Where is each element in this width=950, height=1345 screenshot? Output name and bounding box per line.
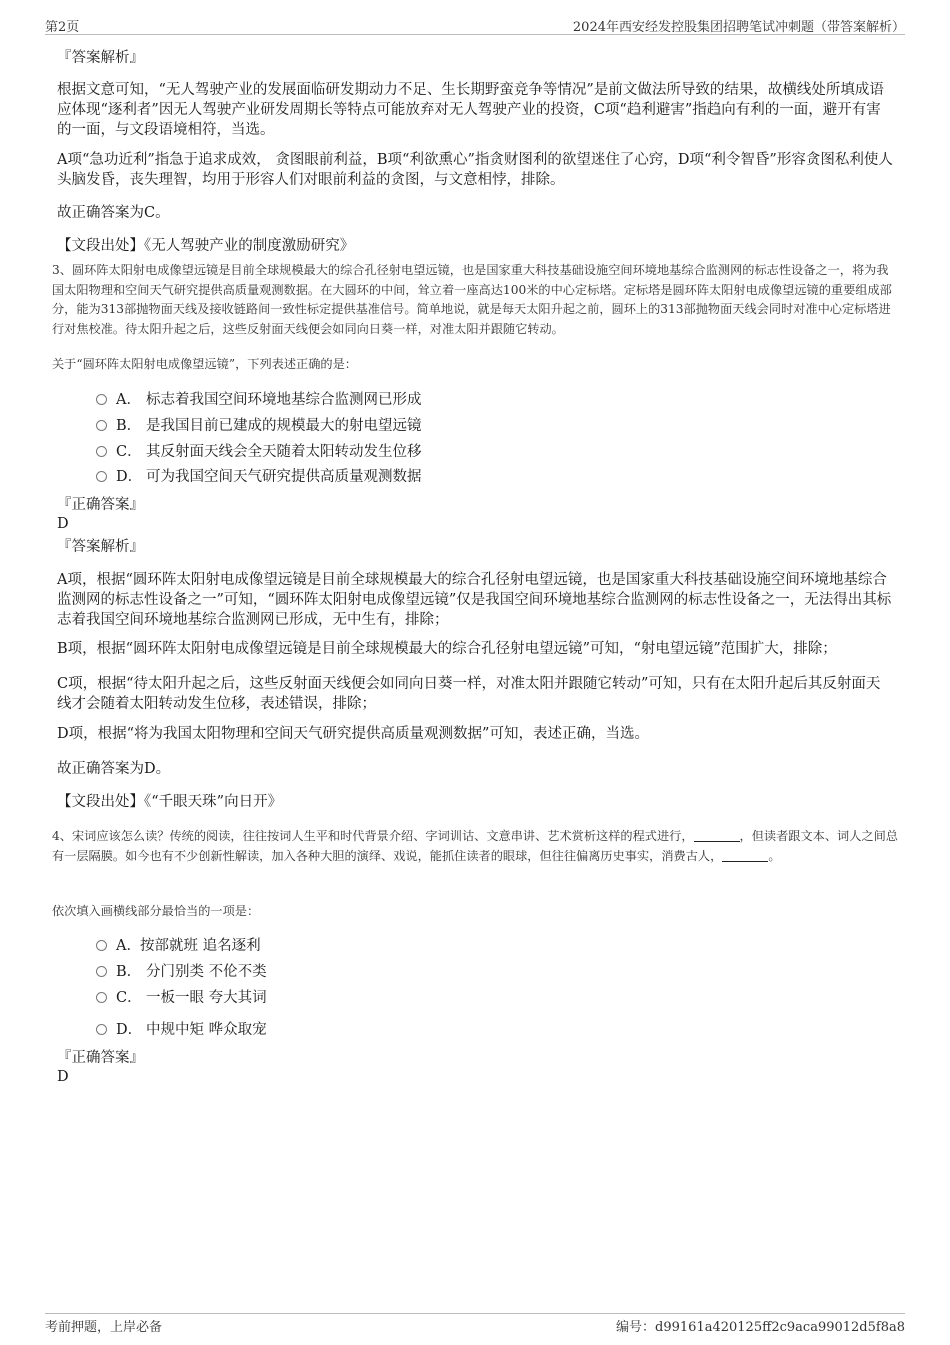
option-c[interactable]: C． 一板一眼 夸大其词 [96, 988, 267, 1008]
analysis-paragraph: A项，根据“圆环阵太阳射电成像望远镜是目前全球规模最大的综合孔径射电望远镜，也是国家重大科技基础设施空间环境地基综合监测网的标志性设备之一”可知，“圆环阵太阳射电成像望远镜”仅是我国空间环境地基综合监测网的标志性设备之一，无法得出其标志着我国空间环境地基综合监测网已形成，无中生有，排除； [57, 572, 892, 628]
correct-answer: D [57, 1069, 69, 1085]
document-title: 2024年西安经发控股集团招聘笔试冲刺题（带答案解析） [572, 20, 905, 35]
document-id: 编号：d99161a420125ff2c9aca99012d5f8a8 [616, 1320, 905, 1335]
analysis-paragraph: C项，根据“待太阳升起之后，这些反射面天线便会如同向日葵一样，对准太阳并跟随它转动”可知，只有在太阳升起后其反射面天线才会随着太阳转动发生位移，表述错误，排除； [57, 676, 881, 712]
radio-button-icon[interactable] [96, 1024, 107, 1035]
correct-answer-label: 『正确答案』 [57, 497, 144, 513]
page-header [45, 14, 905, 35]
radio-button-icon[interactable] [96, 992, 107, 1003]
option-a[interactable]: A． 标志着我国空间环境地基综合监测网已形成 [96, 390, 422, 410]
footer-slogan: 考前押题，上岸必备 [45, 1320, 163, 1335]
analysis-label: 『答案解析』 [57, 50, 144, 66]
fill-blank [694, 828, 740, 842]
correct-answer: D [57, 516, 69, 532]
question-passage: 3、圆环阵太阳射电成像望远镜是目前全球规模最大的综合孔径射电望远镜，也是国家重大科技基础设施空间环境地基综合监测网的标志性设备之一，将为我国太阳物理和空间天气研究提供高质量观测数据。在大圆环的中间，耸立着一座高达100米的中心定标塔。定标塔是圆环阵太阳射电成像望远镜的重要组成部分，能为313部抛物面天线及接收链路间一致性标定提供基准信号。简单地说，就是每天太阳升起之前，圆环上的313部抛物面天线会同时对准中心定标塔进行对焦校准。待太阳升起之后，这些反射面天线便会如同向日葵一样，对准太阳并跟随它转动。 [52, 263, 892, 336]
question-passage: 4、宋词应该怎么读？传统的阅读，往往按词人生平和时代背景介绍、字词训诂、文意串讲、艺术赏析这样的程式进行， ，但读者跟文本、词人之间总有一层隔膜。如今也有不少创新性解读，加入各种大胆的演绎、戏说，能抓住读者的眼球，但往往偏离历史事实，消费古人， 。 [52, 829, 898, 863]
radio-button-icon[interactable] [96, 940, 107, 951]
answer-line: 故正确答案为C。 [57, 205, 170, 221]
radio-button-icon[interactable] [96, 394, 107, 405]
page-number: 第2页 [45, 20, 80, 35]
radio-button-icon[interactable] [96, 471, 107, 482]
option-b[interactable]: B． 是我国目前已建成的规模最大的射电望远镜 [96, 416, 422, 436]
correct-answer-label: 『正确答案』 [57, 1050, 144, 1066]
page-footer [45, 1313, 905, 1334]
analysis-paragraph: 根据文意可知，“无人驾驶产业的发展面临研发期动力不足、生长期野蛮竞争等情况”是前文做法所导致的结果，故横线处所填成语应体现“逐利者”因无人驾驶产业研发周期长等特点可能放弃对无人驾驶产业的投资，C项“趋利避害”指趋向有利的一面，避开有害的一面，与文段语境相符，当选。 [57, 82, 884, 138]
option-c[interactable]: C． 其反射面天线会全天随着太阳转动发生位移 [96, 442, 422, 462]
answer-line: 故正确答案为D。 [57, 761, 171, 777]
radio-button-icon[interactable] [96, 446, 107, 457]
fill-blank [722, 848, 768, 862]
source-citation: 【文段出处】《无人驾驶产业的制度激励研究》 [57, 238, 355, 254]
analysis-paragraph: D项，根据“将为我国太阳物理和空间天气研究提供高质量观测数据”可知，表述正确，当选。 [57, 726, 649, 742]
source-citation: 【文段出处】《“千眼天珠”向日开》 [57, 794, 283, 810]
analysis-paragraph: B项，根据“圆环阵太阳射电成像望远镜是目前全球规模最大的综合孔径射电望远镜”可知，“射电望远镜”范围扩大，排除； [57, 641, 837, 657]
question-prompt: 依次填入画横线部分最恰当的一项是： [52, 904, 260, 918]
question-prompt: 关于“圆环阵太阳射电成像望远镜”，下列表述正确的是： [52, 357, 357, 371]
analysis-label: 『答案解析』 [57, 539, 144, 555]
option-d[interactable]: D． 可为我国空间天气研究提供高质量观测数据 [96, 467, 422, 487]
option-a[interactable]: A．按部就班 追名逐利 [96, 936, 261, 956]
option-d[interactable]: D． 中规中矩 哗众取宠 [96, 1020, 267, 1040]
radio-button-icon[interactable] [96, 420, 107, 431]
analysis-paragraph: A项“急功近利”指急于追求成效， 贪图眼前利益，B项“利欲熏心”指贪财图利的欲望迷住了心窍，D项“利令智昏”形容贪图私利使人头脑发昏，丧失理智，均用于形容人们对眼前利益的贪图，与文意相悖，排除。 [57, 152, 893, 188]
radio-button-icon[interactable] [96, 966, 107, 977]
option-b[interactable]: B． 分门别类 不伦不类 [96, 962, 267, 982]
